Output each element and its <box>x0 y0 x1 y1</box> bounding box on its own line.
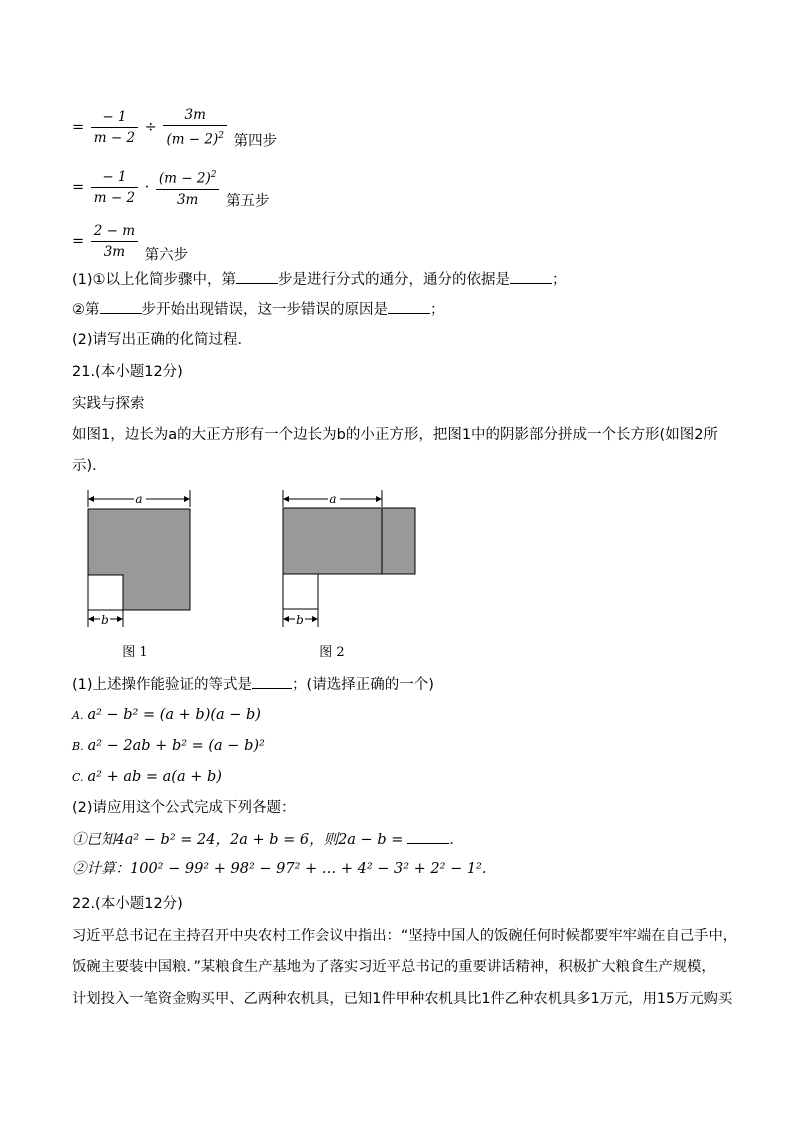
q21-part2a: ①已知4a² − b² = 24，2a + b = 6，则2a − b = ． <box>72 829 464 850</box>
fig2-rect-right <box>382 508 415 574</box>
fig2-caption: 图 2 <box>319 645 345 660</box>
q22-line3: 计划投入一笔资金购买甲、乙两种农机具，已知1件甲种农机具比1件乙种农机具多1万元，用15万元购买 <box>72 991 733 1007</box>
answer-blank[interactable] <box>407 829 449 844</box>
step-6-line: = $\frac{2 - m}{3m}$ 第六步 <box>72 223 189 264</box>
q21-header: 21.(本小题12分) <box>72 364 183 380</box>
fig1-small-square <box>88 575 123 610</box>
q20-part1b: ②第 步开始出现错误，这一步错误的原因是 ； <box>72 299 445 320</box>
answer-blank[interactable] <box>510 269 552 284</box>
q21-part1: (1)上述操作能验证的等式是 ；(请选择正确的一个) <box>72 674 434 695</box>
fig2-label-b: b <box>296 613 304 627</box>
answer-blank[interactable] <box>100 299 142 314</box>
fig2-small-square <box>283 574 318 609</box>
step5-label: 第五步 <box>226 193 270 210</box>
step5-fraction-1: $\frac{- 1}{m - 2}$ <box>91 168 138 207</box>
q22-line1: 习近平总书记在主持召开中央农村工作会议中指出：“坚持中国人的饭碗任何时候都要牢牢端在自己手中， <box>72 928 738 944</box>
fig2-label-a: a <box>329 492 337 506</box>
q21-part2: (2)请应用这个公式完成下列各题： <box>72 800 296 816</box>
step4-fraction-2: $\frac{3m}{(m - 2)^2}$ <box>163 106 227 149</box>
step5-fraction-2: $\frac{(m - 2)^2}{3m}$ <box>156 166 220 209</box>
option-a[interactable]: A. a² − b² = (a + b)(a − b) <box>72 707 261 723</box>
q20-part2: (2)请写出正确的化简过程． <box>72 332 253 348</box>
answer-blank[interactable] <box>252 674 292 689</box>
step-5-line: = $\frac{- 1}{m - 2}$ · $\frac{(m - 2)^2}{3m}$ 第五步 <box>72 166 270 214</box>
fig1-caption: 图 1 <box>122 645 148 660</box>
q21-part2b: ②计算：100² − 99² + 98² − 97² + … + 4² − 3² + 2² − 1². <box>72 861 487 877</box>
fig2-rect-left <box>283 508 382 574</box>
figure-1 <box>80 485 200 665</box>
q20-part1a: (1)①以上化简步骤中，第 步是进行分式的通分，通分的依据是 ； <box>72 269 567 290</box>
answer-blank[interactable] <box>388 299 430 314</box>
option-c[interactable]: C. a² + ab = a(a + b) <box>72 769 222 785</box>
step6-label: 第六步 <box>144 247 189 264</box>
option-b[interactable]: B. a² − 2ab + b² = (a − b)² <box>72 738 265 754</box>
q22-line2: 饭碗主要装中国粮．”某粮食生产基地为了落实习近平总书记的重要讲话精神，积极扩大粮食生产规模， <box>72 959 716 975</box>
step-4-line: = $\frac{- 1}{m - 2}$ ÷ $\frac{3m}{(m - 2)^2}$ 第四步 <box>72 107 278 150</box>
step6-fraction: $\frac{2 - m}{3m}$ <box>91 222 138 261</box>
answer-blank[interactable] <box>236 269 278 284</box>
step4-label: 第四步 <box>233 133 278 150</box>
q21-desc-line2: 示)． <box>72 458 107 474</box>
fig1-label-a: a <box>135 492 143 506</box>
step4-fraction-1: $\frac{- 1}{m - 2}$ <box>91 108 138 147</box>
figure-2 <box>275 485 425 665</box>
q22-header: 22.(本小题12分) <box>72 896 183 912</box>
q21-desc-line1: 如图1，边长为a的大正方形有一个边长为b的小正方形，把图1中的阴影部分拼成一个长方形(如图2所 <box>72 427 718 443</box>
q21-title: 实践与探索 <box>72 396 145 412</box>
fig1-label-b: b <box>101 613 109 627</box>
